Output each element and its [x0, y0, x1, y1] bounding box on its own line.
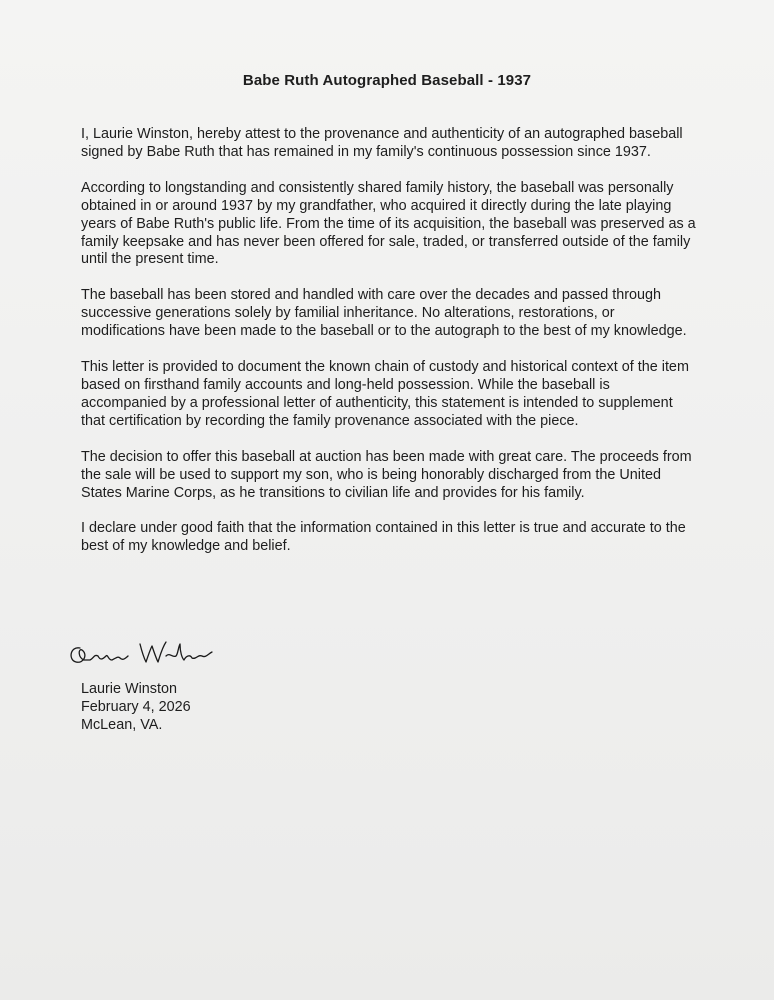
signer-name: Laurie Winston	[81, 681, 177, 697]
paragraph-declaration: I declare under good faith that the information contained in this letter is true and accurate to the best of my knowledge and belief.	[81, 520, 686, 555]
handwritten-signature	[66, 634, 226, 674]
paragraph-history: According to longstanding and consistently shared family history, the baseball was personally obtained in or around 1937 by my grandfather, who acquired it directly during the late playing years of Babe Ruth's public life. From the time of its acquisition, the baseball was preserved as a family keepsake and has never been offered for sale, traded, or transferred outside of the family until the present time.	[81, 179, 696, 268]
signer-location: McLean, VA.	[81, 717, 163, 733]
paragraph-auction: The decision to offer this baseball at auction has been made with great care. The proceeds from the sale will be used to support my son, who is being honorably discharged from the United States Marine Corps, as he transitions to civilian life and provides for his family.	[81, 448, 692, 501]
letter-title: Babe Ruth Autographed Baseball - 1937	[242, 72, 532, 89]
signer-block	[81, 680, 191, 734]
paragraph-attestation: I, Laurie Winston, hereby attest to the provenance and authenticity of an autographed baseball signed by Babe Ruth that has remained in my family's continuous possession since 1937.	[81, 126, 683, 160]
signer-date: February 4, 2026	[81, 699, 191, 715]
paragraph-custody: This letter is provided to document the known chain of custody and historical context of the item based on firsthand family accounts and long-held possession. While the baseball is accompanied by a professional letter of authenticity, this statement is intended to supplement that certification by recording the family provenance associated with the piece.	[81, 359, 689, 429]
letter-body	[81, 126, 697, 574]
paragraph-care: The baseball has been stored and handled with care over the decades and passed through successive generations solely by familial inheritance. No alterations, restorations, or modifications have been made to the baseball or to the autograph to the best of my knowledge.	[81, 287, 687, 340]
